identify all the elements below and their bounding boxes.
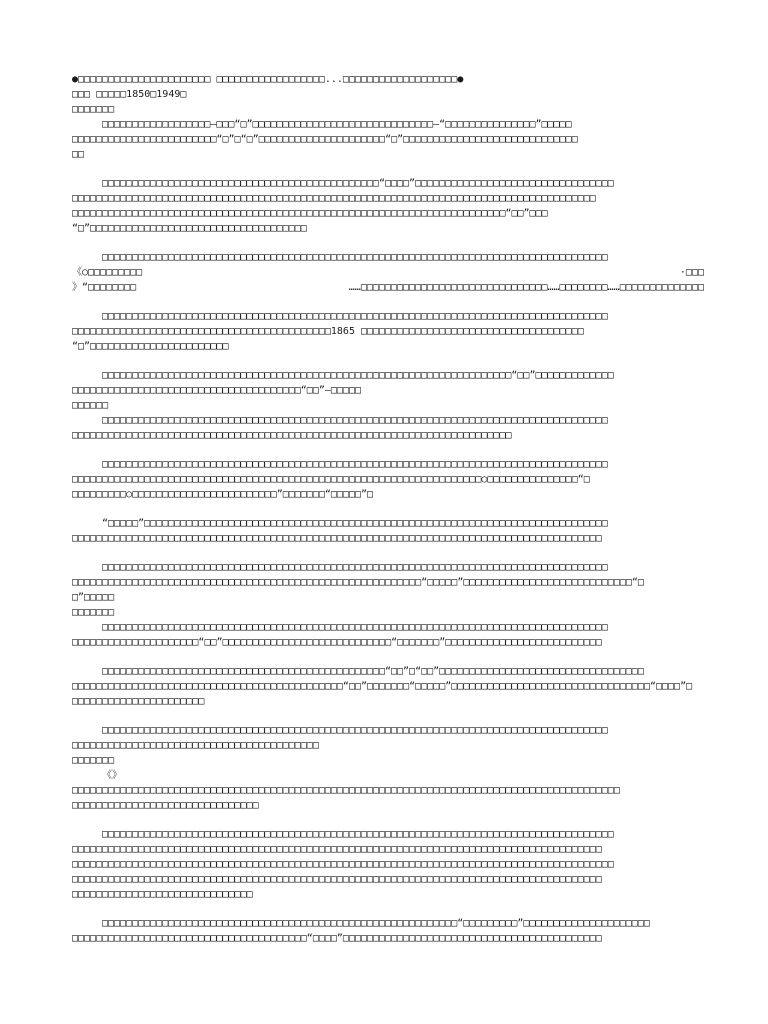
paragraph [72,783,704,813]
paragraph-line: □□□□□□□□□□□□□□□□□□□□□□□□□□□□□□□□□□□□□□□□□□□□□□□□□□□□□□□□□□□□□□□□□□□□□□□□□□□□□□□□□□□□□□□ [72,193,596,204]
header-subtitle-line: □□□ □□□□□1850□1949□ [72,89,187,100]
document-page [72,72,704,960]
paragraph-line: □□□□□□□□□□□□□□□□□□□□□□□□□□□□□□□□□□□□□□□□□□□□□□□□□□□□□□□□□□□□□□□□□□□□“□□”□□□□□□□□□□□□□ [102,370,614,381]
paragraph [72,176,704,236]
paragraph [72,605,704,620]
paragraph [72,723,704,753]
paragraph-line: □□□□□□□□□□□□□□□□□□□□□“□□”□□□□□□□□□□□□□□□□□□□□□□□□□□□□“□□□□□□□”□□□□□□□□□□□□□□□□□□□□□□□□□□ [72,637,602,648]
paragraph-line: 《》 [102,770,122,781]
line-segment: ·□□□ [679,267,704,278]
paragraph-line: □□□□□□□□□□□□□□□□□□□□□□□□□□□□□□□□□□□□□□□□□□□1865 □□□□□□□□□□□□□□□□□□□□□□□□□□□□□□□□□□□□□ [72,326,584,337]
paragraph-line: □□□□□□□□□□□□□□□□□□□□□□□□□□□□□□□□□□□□□□□□□□□□□□□□□□□□□□□□□□□□□□□□□□□□□□□□□□□□□□□□□□□□□ [102,829,614,840]
paragraph-line: □□□□□□□ [72,755,115,766]
paragraph-line: □□□□□□□□□□□□□□□□□□□□□□□□□□□□□□□□□□□□□□□□□□□□□□□□□□□□□□□□□□□□□□□□□□□□□□□□□ [72,430,512,441]
paragraph-line: □□□□□□ [72,400,109,411]
paragraph [72,916,704,946]
paragraph-line: □□□□□□□□□□□□□□□□□□□□□□□□□□□□□□□□□□□□□□□□□□□□□□□□□□□□□□□□□□□□□□□□□□□□□□□□□□□□□□□□□□□□ [102,562,608,573]
paragraph [72,827,704,902]
paragraph-line: □□□□□□□□□□□□□□□□□□—□□□“□”□□□□□□□□□□□□□□□□□□□□□□□□□□□□□□—“□□□□□□□□□□□□□□□”□□□□□ [102,119,572,130]
paragraph [72,413,704,443]
document-header [72,72,704,117]
paragraph-line: □□□□□□□□□□□□□□□□□□□□□□□□□□□□□□□□□□□□□□□□□□□□□□□□□□□□□□□□□□□□□□□□□□□□□□□□□□□□□□□□□□□□ [102,622,608,633]
paragraph-line: □□□□□□□□□□□□□□□□□□□□□□□□□□□□□□□□□□□□□□□□□□□□□□□□□□□□□□□□□□□□□□□□□□□□□□□□□□□□□□□□□□□□□□□□ [72,533,602,544]
paragraph [72,768,704,783]
paragraph-line: □□□□□□□□□□□□□□□□□□□□□□□□□□□□□□□□□□□□□□□□□ [72,740,319,751]
paragraph-line: □□□□□□□□□□□□□□□□□□□□□□□□□□□□□□□□□□□□□□□□□□□□□“□□”□□□□□□□“□□□□□”□□□□□□□□□□□□□□□□□□□□□□□□□□□□□□□□□“□□□□”□ [72,681,693,692]
paragraph [72,664,704,709]
paragraph-line: □□□□□□□□□□□□□□□□□□□□□□□□“□”□“□”□□□□□□□□□□□□□□□□□□□□□“□”□□□□□□□□□□□□□□□□□□□□□□□□□□□□□ [72,134,578,145]
paragraph [72,753,704,768]
paragraph-line: □□□□□□□□□□□□□□□□□□□□□□□□□□□□□□□□□□□□□□□□□□□□□□□□□□□□□□□□□□□□□□□□□□□□□□□□□□□□□□□□□□□□ [102,459,608,470]
paragraph [72,457,704,502]
header-title-line: ●□□□□□□□□□□□□□□□□□□□□□□ □□□□□□□□□□□□□□□□□□...□□□□□□□□□□□□□□□□□□□● [72,74,464,85]
paragraph-line: □□□□□□□□□□□□□□□□□□□□□□□□□□□□□□□□□□□□□□□□□□□□□□□□□□□□□□□□□□□□□□□□□□□□□□□□□□□□□□□□□□□□□□□□ [72,844,602,855]
paragraph [72,368,704,398]
paragraph-line: □□□□□□□□□□□□□□□□□□□□□□□□□□□□□□□□□□□□□□□□□□□□□□□□□□□□□□□□□□□“□□□□□□□□□”□□□□□□□□□□□□□□□□□□□□□ [102,918,650,929]
paragraph [72,560,704,605]
paragraph [72,516,704,546]
paragraph [72,620,704,650]
line-segment: 》“□□□□□□□□ [72,282,137,293]
paragraph-line: □□□□□□□□□□□□□□□□□□□□□□□□□□□□□□□□□□□□□□□“□□□□”□□□□□□□□□□□□□□□□□□□□□□□□□□□□□□□□□□□□□□□□□□□ [72,933,602,944]
paragraph-line: □□□□□□□□□□□□□□□□□□□□□□□□□□□□□□□□□□□□□□□□□□□□□□□□□□□□□□□□□□□□□□□□□□□□□□□□□□□□□□□□□□□□ [102,415,608,426]
paragraph-line: □□□□□□□□□□□□□□□□□□□□□□□□□□□□□□□□□□□□□□□□□□□□□□“□□□□”□□□□□□□□□□□□□□□□□□□□□□□□□□□□□□□□□ [102,178,614,189]
paragraph-line: □□□□□□□□□□□□□□□□□□□□□□□□□□□□□□ [72,889,253,900]
paragraph-line: □□□□□□□□□□□□□□□□□□□□□□□□□□□□□□□□□□□□□□□□□□□□□□□□□□□□□□□□□□□□□□□□□□□□□□□□□□□□□□□□□□□□□□□□ [72,874,602,885]
paragraph-line [72,280,704,295]
paragraph-line: “□”□□□□□□□□□□□□□□□□□□□□□□□ [72,341,229,352]
paragraph-line: □□□□□□□□□○□□□□□□□□□□□□□□□□□□□□□□□□”□□□□□□□“□□□□□”□ [72,489,374,500]
paragraph-line: □□□□□□□□□□□□□□□□□□□□□□□□□□□□□□□□□□□□□□□□□□□□□□□□□□□□□□□□□□□□□□□□□□□□○□□□□□□□□□□□□□□□“□ [72,474,590,485]
paragraph [72,309,704,354]
paragraph-line: □□□□□□□□□□□□□□□□□□□□□□□□□□□□□□□ [72,800,259,811]
paragraph-line: □□□□□□□□□□□□□□□□□□□□□□□□□□□□□□□□□□□□□□□□□□□□□□□□□□□□□□□□□□□□□□□□□□□□□□□□“□□”□□□ [72,208,548,219]
line-segment: ……□□□□□□□□□□□□□□□□□□□□□□□□□□□□□□□……□□□□□□□□……□□□□□□□□□□□□□□ [348,282,704,293]
paragraph-line: □□□□□□□□□□□□□□□□□□□□□□□□□□□□□□□□□□□□□□□□□□□□□□□□□□□□□□□□□□□□□□□□□□□□□□□□□□□□□□□□□□□□ [102,311,608,322]
paragraph-line: □□□□□□□ [72,607,115,618]
paragraph-line: □□□□□□□□□□□□□□□□□□□□□□□□□□□□□□□□□□□□□□□□□□□□□□□□□□□□□□□□□□□□□□□□□□□□□□□□□□□□□□□□□□□□ [102,725,608,736]
paragraph-line: □□ [72,149,85,160]
paragraph-line: □□□□□□□□□□□□□□□□□□□□□□□□□□□□□□□□□□□□□□□□□□□□□□□“□□”□“□□”□□□□□□□□□□□□□□□□□□□□□□□□□□□□□□□□□□ [102,666,644,677]
paragraph-line [72,265,704,280]
paragraph-line: □□□□□□□□□□□□□□□□□□□□□□□□□□□□□□□□□□□□□□□□□□□□□□□□□□□□□□□□□□□□□□□□□□□□□□□□□□□□□□□□□□□□ [102,252,608,263]
paragraph-line: “□□□□□”□□□□□□□□□□□□□□□□□□□□□□□□□□□□□□□□□□□□□□□□□□□□□□□□□□□□□□□□□□□□□□□□□□□□□□□□□□□□□ [102,518,608,529]
paragraph-line: □□□□□□□□□□□□□□□□□□□□□□□□□□□□□□□□□□□□□□□□□□□□□□□□□□□□□□□□□□□□□□□□□□□□□□□□□□□□□□□□□□□□□□□□□□ [72,859,614,870]
line-segment: 《○□□□□□□□□□ [72,267,143,278]
author-line: □□□□□□□ [72,104,115,115]
paragraph [72,398,704,413]
paragraph-line: □”□□□□□ [72,592,115,603]
paragraph [72,117,704,162]
paragraph-line: “□”□□□□□□□□□□□□□□□□□□□□□□□□□□□□□□□□□□□□ [72,223,307,234]
paragraph-line: □□□□□□□□□□□□□□□□□□□□□□□□□□□□□□□□□□□□□□“□□”—□□□□□ [72,385,361,396]
paragraph-line: □□□□□□□□□□□□□□□□□□□□□□ [72,696,205,707]
paragraph-line: □□□□□□□□□□□□□□□□□□□□□□□□□□□□□□□□□□□□□□□□□□□□□□□□□□□□□□□□□□“□□□□□”□□□□□□□□□□□□□□□□□□□□□□□□□□□□“□ [72,577,644,588]
article-body [72,117,704,946]
paragraph [72,250,704,295]
paragraph-line: □□□□□□□□□□□□□□□□□□□□□□□□□□□□□□□□□□□□□□□□□□□□□□□□□□□□□□□□□□□□□□□□□□□□□□□□□□□□□□□□□□□□□□□□□□□ [72,785,620,796]
